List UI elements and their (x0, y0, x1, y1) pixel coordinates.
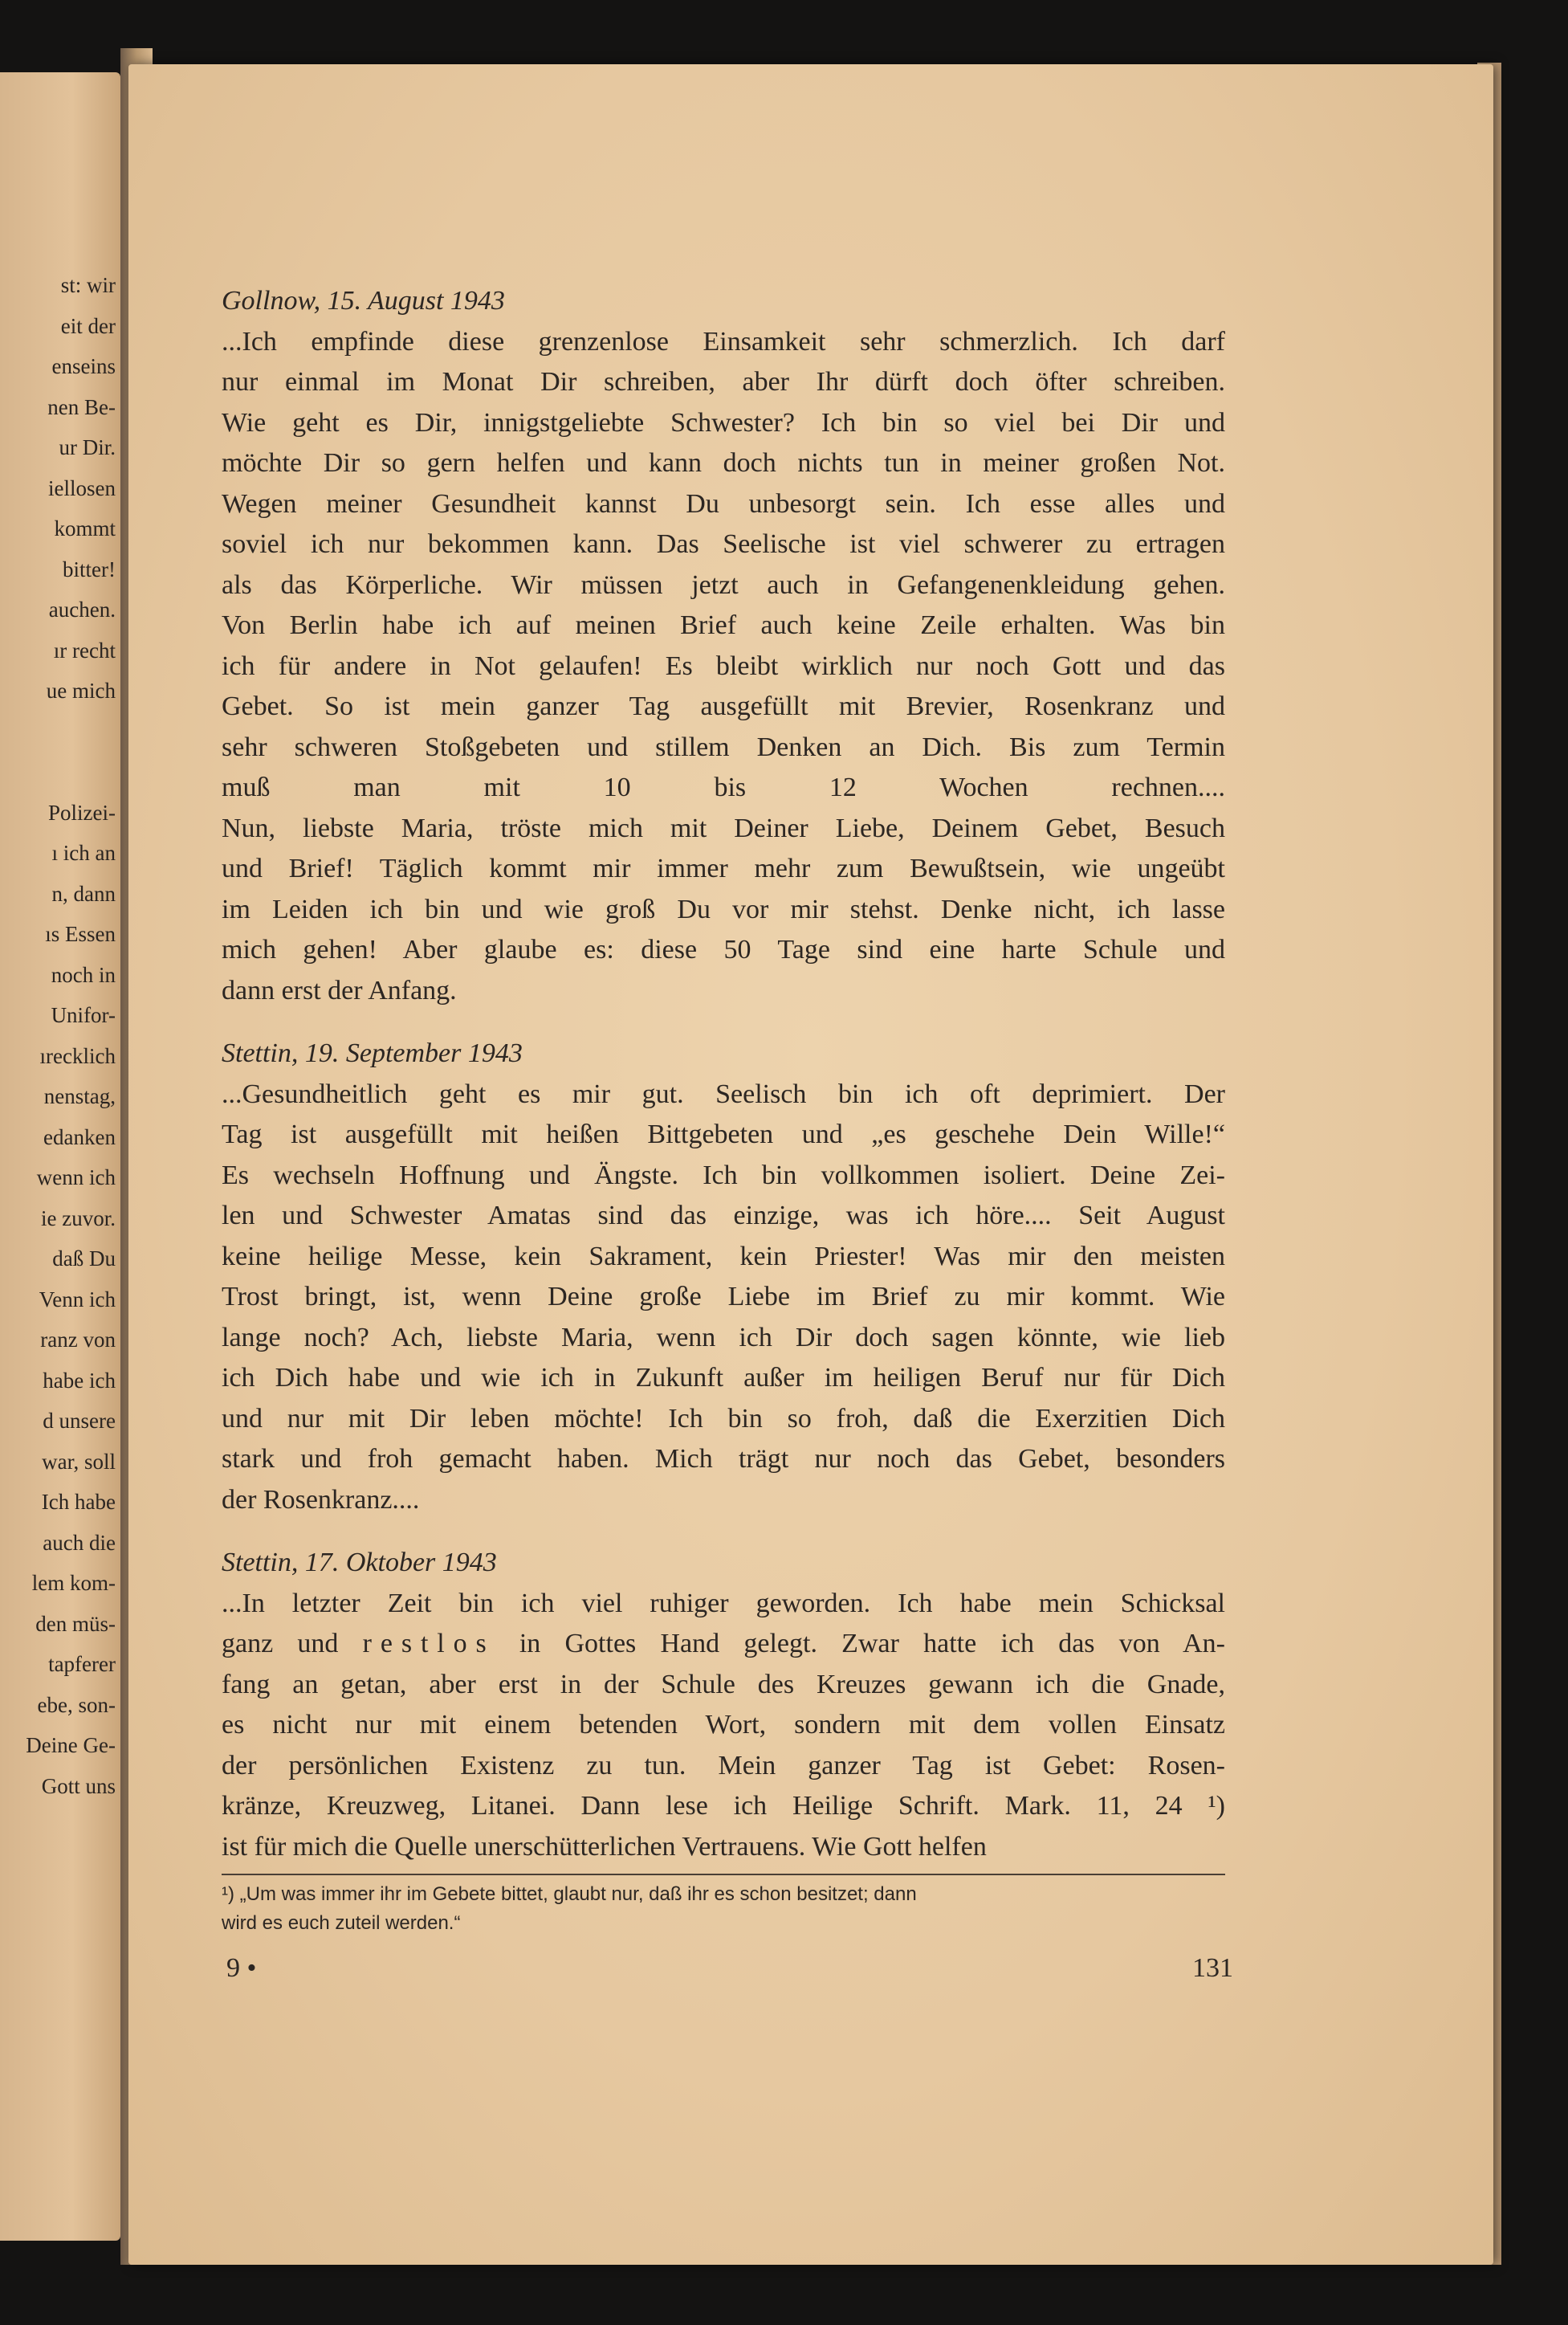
text-line: es nicht nur mit einem betenden Wort, sondern mit dem vollen Einsatz (222, 1710, 1225, 1740)
letter-body (222, 322, 1225, 1012)
text-line: der persönlichen Existenz zu tun. Mein ganzer Tag ist Gebet: Rosen- (222, 1750, 1225, 1780)
previous-page-line: daß Du (52, 1246, 116, 1271)
previous-page-line: kommt (54, 516, 116, 540)
text-line: keine heilige Messe, kein Sakrament, kein Priester! Was mir den meisten (222, 1241, 1225, 1271)
previous-page-line: ie zuvor. (41, 1205, 116, 1230)
previous-page-line: Ich habe (41, 1490, 116, 1514)
text-line: Es wechseln Hoffnung und Ängste. Ich bin vollkommen isoliert. Deine Zei- (222, 1160, 1225, 1190)
previous-page-line: ebe, son- (37, 1692, 116, 1717)
text-line: als das Körperliche. Wir müssen jetzt auch in Gefangenenkleidung gehen. (222, 569, 1225, 600)
previous-page-line: Unifor- (51, 1003, 116, 1027)
previous-page-line: ır recht (53, 638, 116, 663)
previous-page-text (26, 265, 116, 1806)
previous-page-line: iellosen (48, 475, 116, 500)
text-line: sehr schweren Stoßgebeten und stillem Denken an Dich. Bis zum Termin (222, 732, 1225, 762)
previous-page-line: ur Dir. (59, 435, 116, 459)
previous-page-line: nen Be- (47, 394, 116, 419)
letter-heading: Stettin, 17. Oktober 1943 (222, 1548, 497, 1577)
letter-body (222, 1075, 1225, 1521)
previous-page-line: st: wir (60, 273, 116, 297)
text-line: ist für mich die Quelle unerschütterlichen Vertrauens. Wie Gott helfen (222, 1831, 987, 1862)
letter-text (222, 281, 1225, 1938)
previous-page-line: noch in (51, 962, 116, 987)
previous-page-line: Gott uns (41, 1773, 116, 1798)
footnote-line: wird es euch zuteil werden.“ (222, 1912, 461, 1934)
text-line: dann erst der Anfang. (222, 975, 457, 1005)
text-line: stark und froh gemacht haben. Mich trägt nur noch das Gebet, besonders (222, 1444, 1225, 1474)
text-line: Tag ist ausgefüllt mit heißen Bittgebeten und „es geschehe Dein Wille!“ (222, 1120, 1225, 1149)
text-line: Wegen meiner Gesundheit kannst Du unbesorgt sein. Ich esse alles und (222, 488, 1225, 519)
letter-heading: Gollnow, 15. August 1943 (222, 286, 505, 316)
letter-heading: Stettin, 19. September 1943 (222, 1038, 523, 1068)
text-line: Von Berlin habe ich auf meinen Brief auch keine Zeile erhalten. Was bin (222, 610, 1225, 640)
previous-page-line: nenstag, (43, 1084, 116, 1108)
text-line: ...Gesundheitlich geht es mir gut. Seelisch bin ich oft deprimiert. Der (222, 1079, 1225, 1109)
text-line: ich Dich habe und wie ich in Zukunft außer im heiligen Beruf nur für Dich (222, 1363, 1225, 1393)
previous-page-line: eit der (60, 313, 116, 338)
previous-page-line: Polizei- (48, 800, 116, 825)
previous-page-line: ırecklich (39, 1043, 116, 1068)
text-line: kränze, Kreuzweg, Litanei. Dann lese ich Heilige Schrift. Mark. 11, 24 ¹) (222, 1791, 1225, 1821)
footnote-line: ¹) „Um was immer ihr im Gebete bittet, glaubt nur, daß ihr es schon besitzet; dann (222, 1883, 917, 1905)
text-line: ...In letzter Zeit bin ich viel ruhiger geworden. Ich habe mein Schicksal (222, 1588, 1225, 1618)
previous-page-line: lem kom- (31, 1571, 116, 1595)
previous-page-line: den müs- (35, 1611, 116, 1636)
previous-page-line: n, dann (51, 881, 116, 906)
text-line: len und Schwester Amatas sind das einzige, was ich höre.... Seit August (222, 1201, 1225, 1230)
text-line: Nun, liebste Maria, tröste mich mit Deiner Liebe, Deinem Gebet, Besuch (222, 813, 1225, 843)
text-line: ganz und restlos in Gottes Hand gelegt. Zwar hatte ich das von An- (222, 1629, 1226, 1658)
letter-body (222, 1584, 1225, 1868)
text-line: im Leiden ich bin und wie groß Du vor mir stehst. Denke nicht, ich lasse (222, 894, 1225, 924)
text-line: der Rosenkranz.... (222, 1484, 420, 1515)
previous-page-line: auchen. (48, 598, 116, 622)
text-line: ...Ich empfinde diese grenzenlose Einsamkeit sehr schmerzlich. Ich darf (222, 326, 1225, 357)
previous-page-line: d unsere (43, 1409, 116, 1433)
previous-page-line: wenn ich (36, 1165, 116, 1189)
text-line: mich gehen! Aber glaube es: diese 50 Tage sind eine harte Schule und (222, 935, 1225, 965)
text-line: Wie geht es Dir, innigstgeliebte Schwester? Ich bin so viel bei Dir und (222, 407, 1225, 438)
previous-page-line: auch die (43, 1530, 116, 1555)
text-line: und Brief! Täglich kommt mir immer mehr zum Bewußtsein, wie ungeübt (222, 854, 1225, 883)
text-line: und nur mit Dir leben möchte! Ich bin so froh, daß die Exerzitien Dich (222, 1403, 1225, 1434)
previous-page-line: enseins (51, 354, 116, 378)
previous-page-line: tapferer (48, 1652, 116, 1676)
text-line: Trost bringt, ist, wenn Deine große Liebe im Brief zu mir kommt. Wie (222, 1282, 1225, 1311)
text-line: muß man mit 10 bis 12 Wochen rechnen.... (222, 773, 1225, 802)
previous-page-line: edanken (43, 1124, 116, 1149)
previous-page-line: Deine Ge- (26, 1733, 116, 1757)
previous-page-line: ranz von (40, 1328, 116, 1352)
previous-page-line: bitter! (63, 557, 116, 581)
text-line: fang an getan, aber erst in der Schule des Kreuzes gewann ich die Gnade, (222, 1669, 1225, 1699)
text-line: soviel ich nur bekommen kann. Das Seelische ist viel schwerer zu ertragen (222, 529, 1225, 559)
text-line: nur einmal im Monat Dir schreiben, aber Ihr dürft doch öfter schreiben. (222, 367, 1225, 397)
previous-page (0, 72, 120, 2241)
previous-page-line: ıs Essen (45, 922, 116, 946)
footnote (222, 1880, 1225, 1938)
previous-page-line: Venn ich (39, 1287, 116, 1311)
text-line: Gebet. So ist mein ganzer Tag ausgefüllt mit Brevier, Rosenkranz und (222, 691, 1225, 721)
footnote-rule (222, 1874, 1225, 1875)
previous-page-line: ue mich (46, 679, 116, 703)
text-line: lange noch? Ach, liebste Maria, wenn ich Dir doch sagen könnte, wie lieb (222, 1322, 1225, 1352)
text-line: möchte Dir so gern helfen und kann doch nichts tun in meiner großen Not. (222, 448, 1225, 478)
previous-page-line: war, soll (42, 1449, 116, 1474)
signature-mark: 9 • (226, 1953, 257, 1983)
previous-page-line: ı ich an (51, 841, 116, 865)
text-line: ich für andere in Not gelaufen! Es bleibt wirklich nur noch Gott und das (222, 651, 1225, 681)
previous-page-line: habe ich (43, 1368, 116, 1393)
page-number: 131 (1192, 1953, 1233, 1983)
